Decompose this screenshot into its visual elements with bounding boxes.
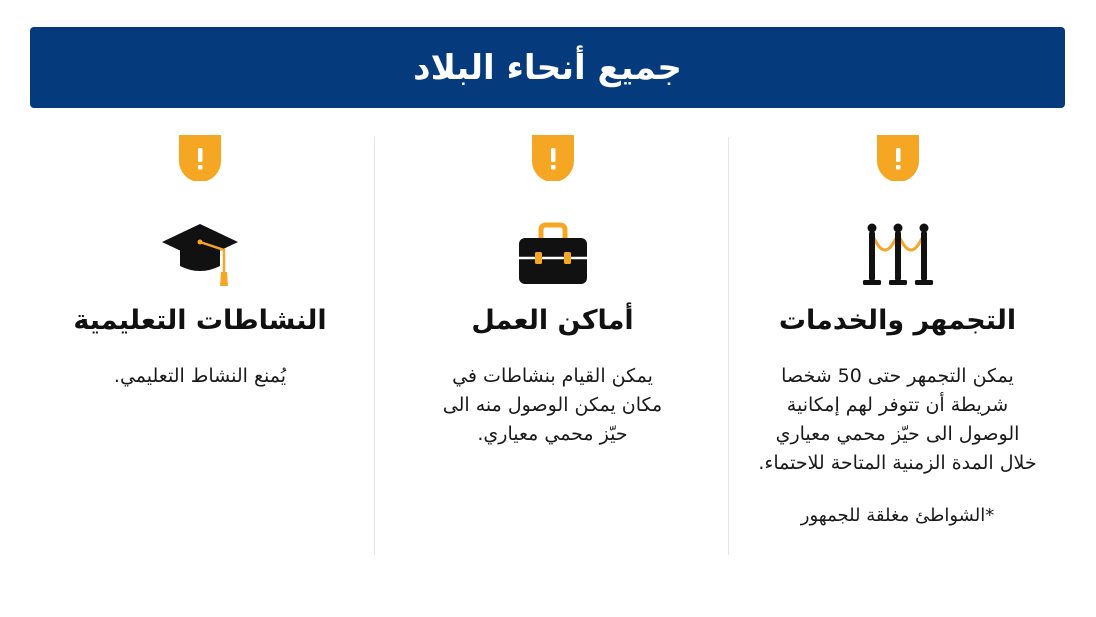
gatherings-column (735, 135, 1060, 565)
header-banner (30, 27, 1065, 108)
description-line: خلال المدة الزمنية المتاحة للاحتماء. (758, 452, 1037, 474)
description-line: حيّز محمي معياري. (477, 423, 628, 445)
column-title: النشاطات التعليمية (73, 305, 327, 336)
education-column (30, 135, 370, 565)
column-title: التجمهر والخدمات (778, 305, 1017, 336)
stanchion-rope-icon (858, 220, 938, 290)
workplaces-column (380, 135, 725, 565)
beaches-note: *الشواطئ مغلقة للجمهور (800, 505, 995, 526)
description-line: مكان يمكن الوصول منه الى (442, 394, 663, 416)
column-divider (728, 137, 729, 555)
description-line: الوصول الى حيّز محمي معياري (775, 423, 1020, 445)
column-title: أماكن العمل (471, 305, 634, 336)
description-line: يمكن القيام بنشاطات في (452, 365, 653, 387)
column-description (30, 362, 370, 391)
column-divider (374, 137, 375, 555)
description-line: يُمنع النشاط التعليمي. (113, 365, 287, 387)
column-description (735, 362, 1060, 478)
description-line: يمكن التجمهر حتى 50 شخصا (781, 365, 1014, 387)
briefcase-icon (513, 220, 593, 290)
exclamation-icon (532, 135, 574, 181)
description-line: شريطة أن تتوفر لهم إمكانية (786, 394, 1009, 416)
exclamation-icon (179, 135, 221, 181)
column-description (380, 362, 725, 449)
graduation-cap-icon (160, 220, 240, 290)
banner-title: جميع أنحاء البلاد (413, 47, 682, 88)
exclamation-icon (877, 135, 919, 181)
